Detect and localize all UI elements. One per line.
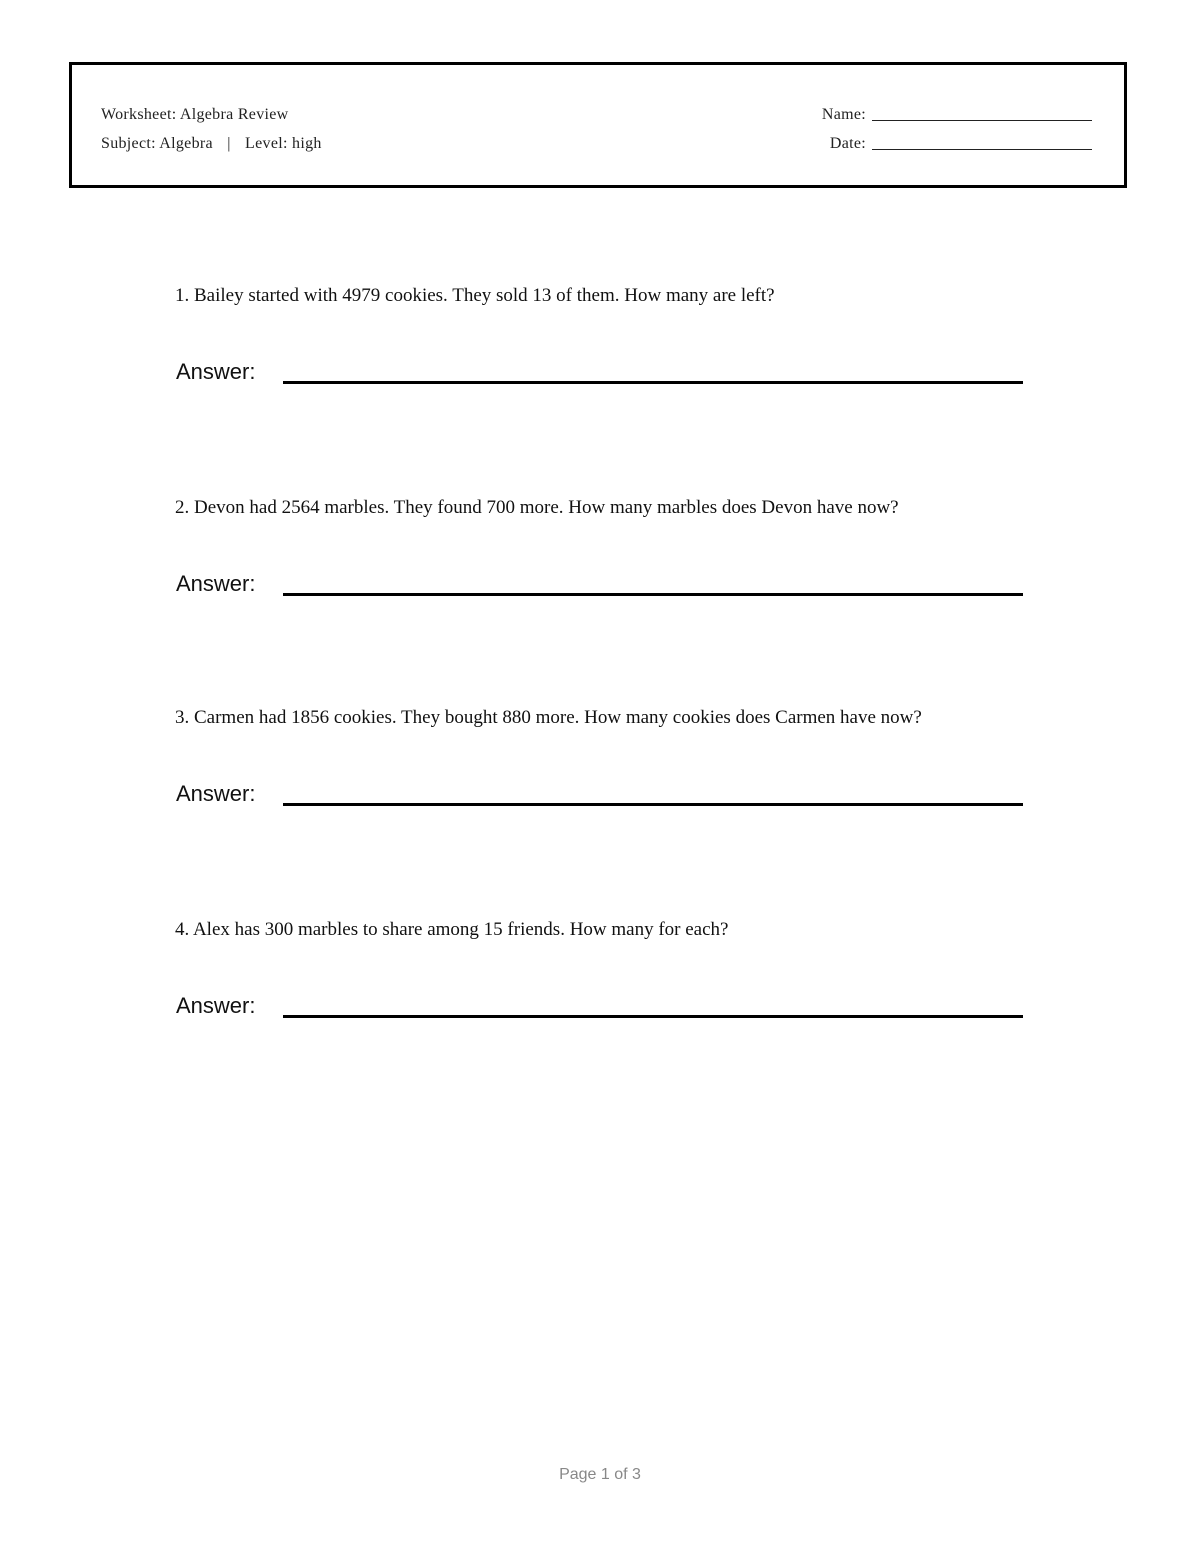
date-blank[interactable] (872, 135, 1092, 150)
question-2: 2. Devon had 2564 marbles. They found 700 more. How many marbles does Devon have now? (175, 497, 899, 518)
subject-label: Subject: (101, 135, 156, 152)
level-label: Level: (245, 135, 288, 152)
worksheet-title: Worksheet: Algebra Review (101, 106, 289, 123)
date-label: Date: (829, 135, 866, 152)
answer-line-4[interactable] (283, 1015, 1023, 1018)
name-field[interactable] (822, 106, 1092, 124)
answer-line-3[interactable] (283, 803, 1023, 806)
question-1: 1. Bailey started with 4979 cookies. They sold 13 of them. How many are left? (175, 285, 775, 306)
subject-level-line (101, 135, 322, 153)
answer-label-2: Answer: (176, 571, 256, 596)
answer-line-1[interactable] (283, 381, 1023, 384)
answer-label-3: Answer: (176, 781, 256, 806)
level-value: high (292, 135, 322, 152)
date-field[interactable] (830, 135, 1092, 153)
answer-label-1: Answer: (176, 359, 256, 384)
question-4: 4. Alex has 300 marbles to share among 15 friends. How many for each? (175, 919, 729, 940)
name-blank[interactable] (872, 106, 1092, 121)
answer-label-4: Answer: (176, 993, 256, 1018)
subject-value: Algebra (159, 135, 213, 152)
name-label: Name: (821, 106, 866, 123)
worksheet-header (69, 62, 1127, 188)
answer-line-2[interactable] (283, 593, 1023, 596)
page-number: Page 1 of 3 (559, 1466, 641, 1483)
separator: | (227, 135, 231, 152)
question-3: 3. Carmen had 1856 cookies. They bought 880 more. How many cookies does Carmen have now? (175, 707, 922, 728)
